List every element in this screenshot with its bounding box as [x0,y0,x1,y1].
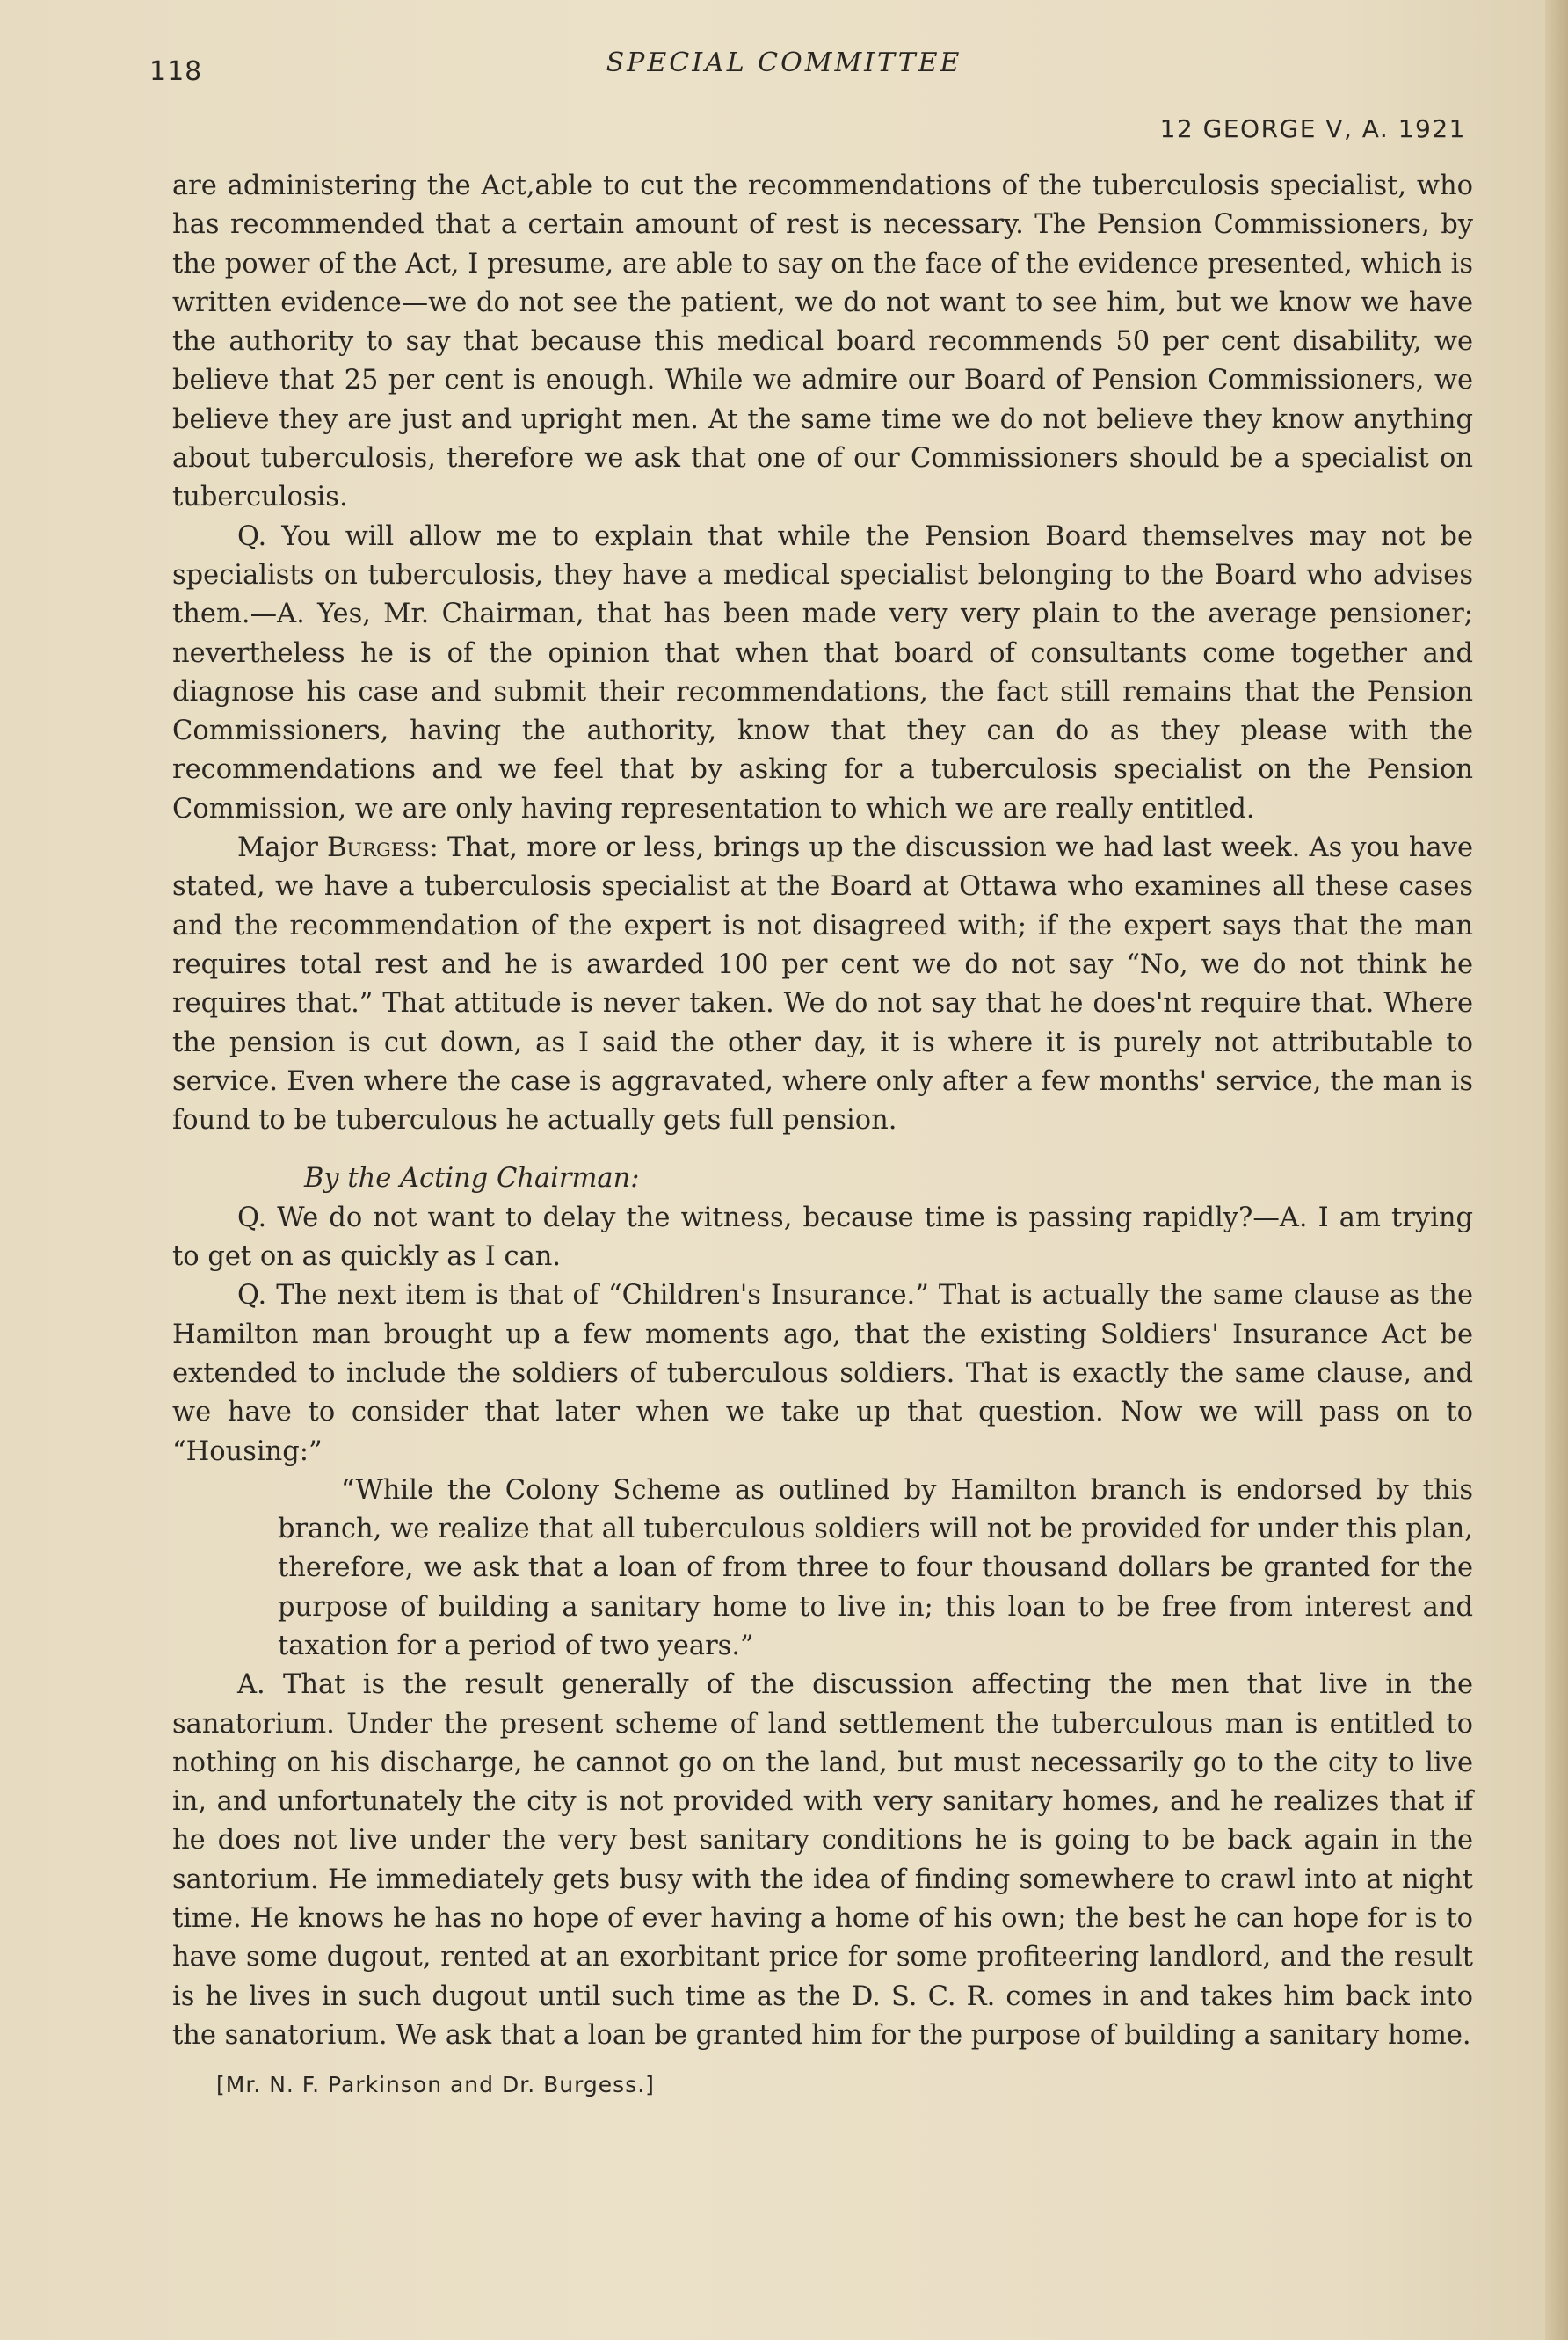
body-text [172,167,1473,2105]
paragraph-1: are administering the Act,able to cut the recommendations of the tuberculosis specialist, who has recommended that a certain amount of rest is necessary. The Pension Commissioners, by the power of the Act, I presume, are able to say on the face of the evidence presented, which is written evidence—we do not see the patient, we do not want to see him, but we know we have the authority to say that because this medical board recommends 50 per cent disability, we believe that 25 per cent is enough. While we admire our Board of Pension Commissioners, we believe they are just and upright men. At the same time we do not believe they know anything about tuberculosis, therefore we ask that one of our Commissioners should be a specialist on tuberculosis. [172,171,1473,513]
section-subhead: By the Acting Chairman: [304,1163,640,1195]
paragraph-6: A. That is the result generally of the discussion affecting the men that live in the sanatorium. Under the present scheme of land settlement the tuberculous man is entitled to nothing on his discharge, he cannot go on the land, but must necessarily go to the city to live in, and unfortunately the city is not provided with very sanitary homes, and he realizes that if he does not live under the very best sanitary conditions he is going to be back again in the santorium. He immediately gets busy with the idea of finding somewhere to crawl into at night time. He knows he has no hope of ever having a home of his own; the best he can hope for is to have some dugout, rented at an exorbitant price for some profiteering landlord, and the result is he lives in such dugout until such time as the D. S. C. R. comes in and takes him back into the sanatorium. We ask that a loan be granted him for the purpose of building a sanitary home. [172,1669,1473,2051]
paragraph-3-text: : That, more or less, brings up the discussion we had last week. As you have stated, we have a tuberculosis specialist at the Board at Ottawa who examines all these cases and the recommendation of the expert is not disagreed with; if the expert says that the man requires total rest and he is awarded 100 per cent we do not say “No, we do not think he requires that.” That attitude is never taken. We do not say that he does'nt require that. Where the pension is cut down, as I said the other day, it is where it is purely not attributable to service. Even where the case is aggravated, where only after a few months' service, the man is found to be tuberculous he actually gets full pension. [172,832,1473,1137]
page-edge [1545,0,1568,2340]
speaker-name: Burgess [327,832,430,864]
paragraph-2: Q. You will allow me to explain that while the Pension Board themselves may not be specialists on tuberculosis, they have a medical specialist belonging to the Board who advises them.—A. Yes, Mr. Chairman, that has been made very very plain to the average pensioner; nevertheless he is of the opinion that when that board of consultants come together and diagnose his case and submit their recommendations, the fact still remains that the Pension Commissioners, having the authority, know that they can do as they please with the recommendations and we feel that by asking for a tuberculosis specialist on the Pension Commission, we are only having representation to which we are really entitled. [172,520,1473,825]
page-number: 118 [149,56,203,87]
block-quote: “While the Colony Scheme as outlined by Hamilton branch is endorsed by this branch, we realize that all tuberculous soldiers will not be provided for under this plan, therefore, we ask that a loan of from three to four thousand dollars be granted for the purpose of building a sanitary home to live in; this loan to be free from interest and taxation for a period of two years.” [278,1474,1473,1661]
paragraph-3 [172,829,1473,1140]
speaker-footer: [Mr. N. F. Parkinson and Dr. Burgess.] [216,2072,655,2098]
speaker-prefix: Major [237,832,328,864]
session-label: 12 GEORGE V, A. 1921 [1159,114,1466,143]
paragraph-4: Q. We do not want to delay the witness, because time is passing rapidly?—A. I am trying to get on as quickly as I can. [172,1202,1473,1273]
running-title: SPECIAL COMMITTEE [606,47,962,78]
paragraph-5: Q. The next item is that of “Children's Insurance.” That is actually the same clause as the Hamilton man brought up a few moments ago, that the existing Soldiers' Insurance Act be extended to include the soldiers of tuberculous soldiers. That is exactly the same clause, and we have to consider that later when we take up that question. Now we will pass on to “Housing:” [172,1280,1473,1467]
